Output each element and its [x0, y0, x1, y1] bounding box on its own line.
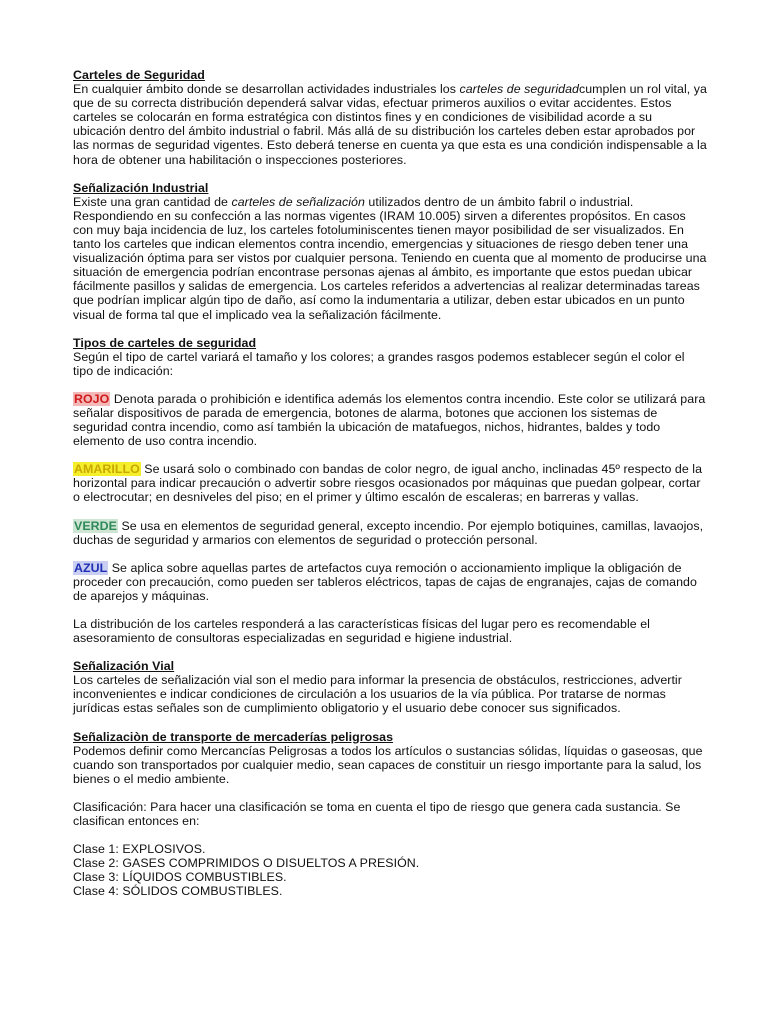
paragraph-transporte: Podemos definir como Mercancías Peligrosas a todos los artículos o sustancias sólidas, líquidas o gaseosas, que cuando son transportados por cualquier medio, sean capaces de constituir un riesgo importante para la salud, los bienes o el medio ambiente. — [73, 743, 703, 786]
section-tipos — [73, 336, 708, 646]
paragraph-azul — [73, 561, 708, 603]
paragraph-distribucion: La distribución de los carteles responderá a las características físicas del lugar pero es recomendable el asesoramiento de consultoras especializadas en seguridad e higiene industrial. — [73, 617, 650, 646]
text-run: Se aplica sobre aquellas partes de artefactos cuya remoción o accionamiento implique la obligación de proceder con precaución, como pueden ser tableros eléctricos, tapas de cajas de engranajes, cajas de comando de aparejos y máquinas. — [73, 560, 697, 603]
color-tag-rojo: ROJO — [74, 391, 110, 406]
text-run: Se usa en elementos de seguridad general, excepto incendio. Por ejemplo botiquines, camillas, lavaojos, duchas de seguridad y armarios con elementos de seguridad o protección personal. — [73, 518, 704, 547]
color-tag-amarillo: AMARILLO — [74, 462, 140, 477]
text-run: En cualquier ámbito donde se desarrollan actividades industriales los — [73, 82, 460, 97]
section-transporte — [73, 730, 708, 899]
text-run: Existe una gran cantidad de — [73, 194, 232, 209]
text-run: cumplen un rol vital, ya que de su correcta distribución dependerá salvar vidas, efectuar primeros auxilios o evitar accidentes. Estos carteles se colocarán en forma estratégica con distintos fines y en condiciones de visibilidad acorde a su ubicación dentro del ámbito industrial o fabril. Más allá de su distribución los carteles deben estar aprobados por las normas de seguridad vigentes. Esto deberá tenerse en cuenta ya que esta es una condición indispensable a la hora de obtener una habilitación o inspecciones posteriores. — [73, 82, 707, 167]
paragraph-verde — [73, 519, 708, 547]
list-item: Clase 2: GASES COMPRIMIDOS O DISUELTOS A PRESIÓN. — [73, 856, 420, 871]
emphasis-text: carteles de señalización — [231, 194, 365, 209]
section-carteles — [73, 68, 708, 167]
paragraph-amarillo — [73, 462, 708, 504]
text-run: utilizados dentro de un ámbito fabril o industrial. Respondiendo en su confección a las normas vigentes (IRAM 10.005) sirven a diferentes propósitos. En casos con muy baja incidencia de luz, los carteles fotoluminiscentes tienen mayor posibilidad de ser visualizados. En tanto los carteles que indican elementos contra incendio, emergencias y situaciones de riesgo deben tener una visualización óptima para ser vistos por cualquier persona. Teniendo en cuenta que al momento de producirse una situación de emergencia podrían encontrase personas ajenas al ámbito, es importante que estos puedan ubicar fácilmente pasillos y salidas de emergencia. Los carteles referidos a advertencias al realizar determinadas tareas que podrían implicar algún tipo de daño, así como la indumentaria a utilizar, deben estar ubicados en un punto visual de forma tal que el implicado vea la señalización fácilmente. — [73, 194, 707, 322]
paragraph-rojo — [73, 392, 708, 448]
section-heading-carteles: Carteles de Seguridad — [73, 68, 205, 82]
section-heading-tipos: Tipos de carteles de seguridad — [73, 335, 257, 350]
paragraph-vial: Los carteles de señalización vial son el medio para informar la presencia de obstáculos, restricciones, advertir inconvenientes e indicar condiciones de circulación a los usuarios de la vía pública. Por tratarse de normas jurídicas estas señales son de cumplimiento obligatorio y el usuario debe conocer sus significados. — [73, 673, 682, 716]
section-vial — [73, 659, 708, 715]
list-item: Clase 4: SÓLIDOS COMBUSTIBLES. — [73, 884, 283, 899]
section-heading-transporte: Señalizaciòn de transporte de mercaderías peligrosas — [73, 729, 394, 744]
text-run: Se usará solo o combinado con bandas de color negro, de igual ancho, inclinadas 45º respecto de la horizontal para indicar precaución o advertir sobre riesgos ocasionados por máquinas que puedan golpear, cortar o electrocutar; en desniveles del piso; en el primer y último escalón de escaleras; en barreras y vallas. — [73, 462, 703, 505]
emphasis-text: carteles de seguridad — [459, 82, 579, 97]
paragraph-carteles — [73, 82, 708, 167]
section-heading-vial: Señalización Vial — [73, 659, 175, 674]
section-heading-industrial: Señalización Industrial — [73, 180, 209, 195]
list-item: Clase 3: LÍQUIDOS COMBUSTIBLES. — [73, 870, 287, 885]
text-run: Denota parada o prohibición e identifica además los elementos contra incendio. Este color se utilizará para señalar dispositivos de parada de emergencia, botones de alarma, botones que accionen los sistemas de seguridad contra incendio, como así también la ubicación de matafuegos, nichos, hidrantes, baldes y todo elemento de uso contra incendio. — [73, 391, 706, 449]
paragraph-clasificacion: Clasificación: Para hacer una clasificación se toma en cuenta el tipo de riesgo que genera cada sustancia. Se clasifican entonces en: — [73, 799, 681, 829]
paragraph-tipos-intro: Según el tipo de cartel variará el tamaño y los colores; a grandes rasgos podemos establecer según el color el tipo de indicación: — [73, 349, 685, 378]
list-item: Clase 1: EXPLOSIVOS. — [73, 842, 206, 857]
color-tag-azul: AZUL — [74, 560, 108, 575]
paragraph-industrial — [73, 195, 708, 322]
section-industrial — [73, 181, 708, 322]
color-tag-verde: VERDE — [74, 518, 117, 533]
